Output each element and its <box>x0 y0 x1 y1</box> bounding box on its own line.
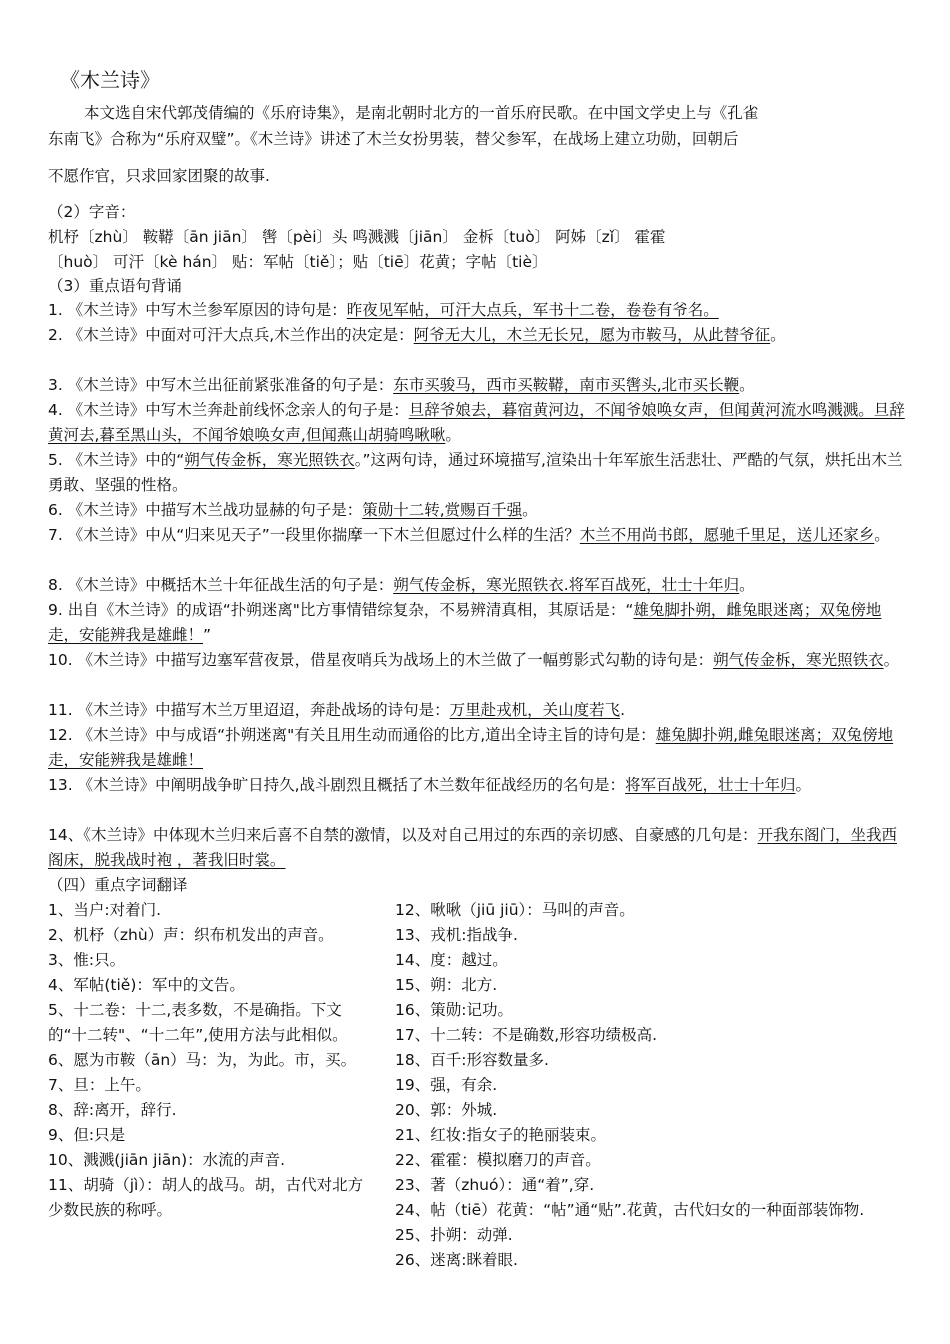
question: 14、《木兰诗》中体现木兰归来后喜不自禁的激情，以及对自己用过的东西的亲切感、自豪感的几句是： <box>48 826 758 844</box>
answer: 将军百战死，壮士十年归 <box>625 776 796 794</box>
translation-item: 10、溅溅(jiān jiān)：水流的声音. <box>48 1151 286 1169</box>
recitation-item-9 <box>48 598 906 648</box>
translation-right-column <box>395 898 910 1273</box>
tail: 。”这两句诗，通过环境描写,渲染出十年军旅生活悲壮、严酷的气氛，烘托出木兰勇敢、坚强的性格。 <box>48 451 903 494</box>
recitation-item-14 <box>48 823 906 873</box>
translation-item: 15、朔：北方. <box>395 976 498 994</box>
translation-item: 16、策勋:记功。 <box>395 1001 513 1019</box>
question: 6. 《木兰诗》中描写木兰战功显赫的句子是： <box>48 501 363 519</box>
question: 10. 《木兰诗》中描写边塞军营夜景，借星夜哨兵为战场上的木兰做了一幅剪影式勾勒的诗句是： <box>48 651 714 669</box>
answer: 阿爷无大儿，木兰无长兄，愿为市鞍马，从此替爷征 <box>413 326 771 344</box>
translation-item: 14、度：越过。 <box>395 951 508 969</box>
translation-item: 21、红妆:指女子的艳丽装束。 <box>395 1126 606 1144</box>
answer: 朔气传金柝，寒光照铁衣 <box>184 451 355 469</box>
tail: 。 <box>883 651 900 669</box>
question: 3. 《木兰诗》中写木兰出征前紧张准备的句子是： <box>48 376 394 394</box>
question: 13. 《木兰诗》中阐明战争旷日持久,战斗剧烈且概括了木兰数年征战经历的名句是： <box>48 776 626 794</box>
translation-item: 19、强，有余. <box>395 1076 498 1094</box>
recitation-item-8 <box>48 573 906 598</box>
tail: . <box>620 701 626 719</box>
question: 5. 《木兰诗》中的“ <box>48 451 185 469</box>
answer: 雄兔脚扑朔,雌兔眼迷离；双兔傍地走，安能辨我是雄雌！ <box>48 726 894 769</box>
translation-item: 7、旦：上午。 <box>48 1076 151 1094</box>
intro-line-1: 本文选自宋代郭茂倩编的《乐府诗集》，是南北朝时北方的一首乐府民歌。在中国文学史上与《孔雀 <box>84 104 759 122</box>
page-title: 《木兰诗》 <box>60 68 160 92</box>
answer: 策勋十二转,赏赐百千强 <box>362 501 523 519</box>
recitation-item-3 <box>48 373 906 398</box>
question: 8. 《木兰诗》中概括木兰十年征战生活的句子是： <box>48 576 394 594</box>
translation-left-column <box>48 898 368 1223</box>
translation-item: 13、戎机:指战争. <box>395 926 518 944</box>
recitation-item-5 <box>48 448 906 498</box>
recitation-item-11 <box>48 698 906 723</box>
answer: 木兰不用尚书郎，愿驰千里足，送儿还家乡 <box>579 526 875 544</box>
translation-item: 8、辞:离开，辞行. <box>48 1101 177 1119</box>
intro-paragraph <box>48 100 906 152</box>
tail: 。 <box>795 776 812 794</box>
intro-line-3: 不愿作官，只求回家团聚的故事. <box>48 167 270 185</box>
translation-item: 23、著（zhuó）：通“着”,穿. <box>395 1176 595 1194</box>
tail: ” <box>203 626 212 644</box>
question: 12. 《木兰诗》中与成语“扑朔迷离"有关且用生动而通俗的比方,道出全诗主旨的诗句是： <box>48 726 656 744</box>
question: 11. 《木兰诗》中描写木兰万里迢迢，奔赴战场的诗句是： <box>48 701 450 719</box>
translation-item: 12、啾啾（jiū jiū）：马叫的声音。 <box>395 901 635 919</box>
recitation-item-10 <box>48 648 906 673</box>
recitation-item-2 <box>48 323 906 348</box>
pronunciation-header: （2）字音： <box>48 203 136 221</box>
translation-header: （四）重点字词翻译 <box>48 876 188 894</box>
translation-item: 1、当户:对着门. <box>48 901 162 919</box>
tail: 。 <box>739 376 755 394</box>
translation-item: 3、惟:只。 <box>48 951 126 969</box>
answer: 朔气传金柝，寒光照铁衣 <box>713 651 884 669</box>
translation-item: 18、百千:形容数量多. <box>395 1051 549 1069</box>
translation-item: 11、胡骑（jì）：胡人的战马。胡，古代对北方少数民族的称呼。 <box>48 1176 364 1219</box>
intro-line-2: 东南飞》合称为“乐府双璧”。《木兰诗》讲述了木兰女扮男装，替父参军，在战场上建立功勋，回朝后 <box>48 130 739 148</box>
translation-item: 20、郭：外城. <box>395 1101 498 1119</box>
tail: 。 <box>739 576 755 594</box>
translation-item: 2、机杼（zhù）声：织布机发出的声音。 <box>48 926 334 944</box>
question: 4. 《木兰诗》中写木兰奔赴前线怀念亲人的句子是： <box>48 401 409 419</box>
answer: 东市买骏马，西市买鞍鞯，南市买辔头,北市买长鞭 <box>393 376 740 394</box>
recitation-item-1 <box>48 298 906 323</box>
translation-item: 4、军帖(tiě)：军中的文告。 <box>48 976 245 994</box>
recitation-header: （3）重点语句背诵 <box>48 277 182 295</box>
translation-item: 22、霍霍：模拟磨刀的声音。 <box>395 1151 601 1169</box>
recitation-item-13 <box>48 773 906 798</box>
answer: 雄兔脚扑朔，雌兔眼迷离；双兔傍地走，安能辨我是雄雌！ <box>48 601 882 644</box>
pronunciation-line-1: 机杼〔zhù〕 鞍鞯〔ān jiān〕 辔〔pèi〕头 鸣溅溅〔jiān〕 金柝〔tuò〕 阿姊〔zǐ〕 霍霍 <box>48 228 666 246</box>
translation-item: 25、扑朔：动弹. <box>395 1226 513 1244</box>
translation-item: 9、但:只是 <box>48 1126 126 1144</box>
recitation-item-7 <box>48 523 906 548</box>
tail: 。 <box>522 501 538 519</box>
translation-item: 17、十二转：不是确数,形容功绩极高. <box>395 1026 658 1044</box>
translation-item: 24、帖（tiē）花黄：“帖”通“贴”.花黄，古代妇女的一种面部装饰物. <box>395 1201 865 1219</box>
question: 7. 《木兰诗》中从“归来见天子”一段里你揣摩一下木兰但愿过什么样的生活？ <box>48 526 580 544</box>
answer: 万里赴戎机，关山度若飞 <box>449 701 621 719</box>
translation-item: 26、迷离:眯着眼. <box>395 1251 518 1269</box>
translation-item: 6、愿为市鞍（ān）马：为，为此。市，买。 <box>48 1051 357 1069</box>
tail: 。 <box>770 326 786 344</box>
answer: 昨夜见军帖，可汗大点兵，军书十二卷，卷卷有爷名。 <box>346 301 719 319</box>
recitation-item-6 <box>48 498 906 523</box>
recitation-item-12 <box>48 723 906 773</box>
question: 2. 《木兰诗》中面对可汗大点兵,木兰作出的决定是： <box>48 326 414 344</box>
answer: 旦辞爷娘去，暮宿黄河边，不闻爷娘唤女声，但闻黄河流水鸣溅溅。旦辞黄河去,暮至黑山头，不闻爷娘唤女声,但闻燕山胡骑鸣啾啾 <box>48 401 905 444</box>
question: 1. 《木兰诗》中写木兰参军原因的诗句是： <box>48 301 347 319</box>
answer: 开我东阁门，坐我西阁床，脱我战时袍 ，著我旧时裳。 <box>48 826 897 869</box>
recitation-item-4 <box>48 398 906 448</box>
tail: 。 <box>874 526 890 544</box>
pronunciation-line-2: 〔huò〕 可汗〔kè hán〕 贴：军帖〔tiě〕；贴〔tiē〕花黄；字帖〔tiè〕 <box>48 253 548 271</box>
tail: 。 <box>445 426 461 444</box>
question: 9. 出自《木兰诗》的成语“扑朔迷离"比方事情错综复杂，不易辨清真相，其原话是：“ <box>48 601 634 619</box>
answer: 朔气传金柝，寒光照铁衣.将军百战死，壮士十年归 <box>393 576 740 594</box>
translation-item: 5、十二卷：十二,表多数，不是确指。下文的“十二转"、“十二年”,使用方法与此相似。 <box>48 1001 348 1044</box>
